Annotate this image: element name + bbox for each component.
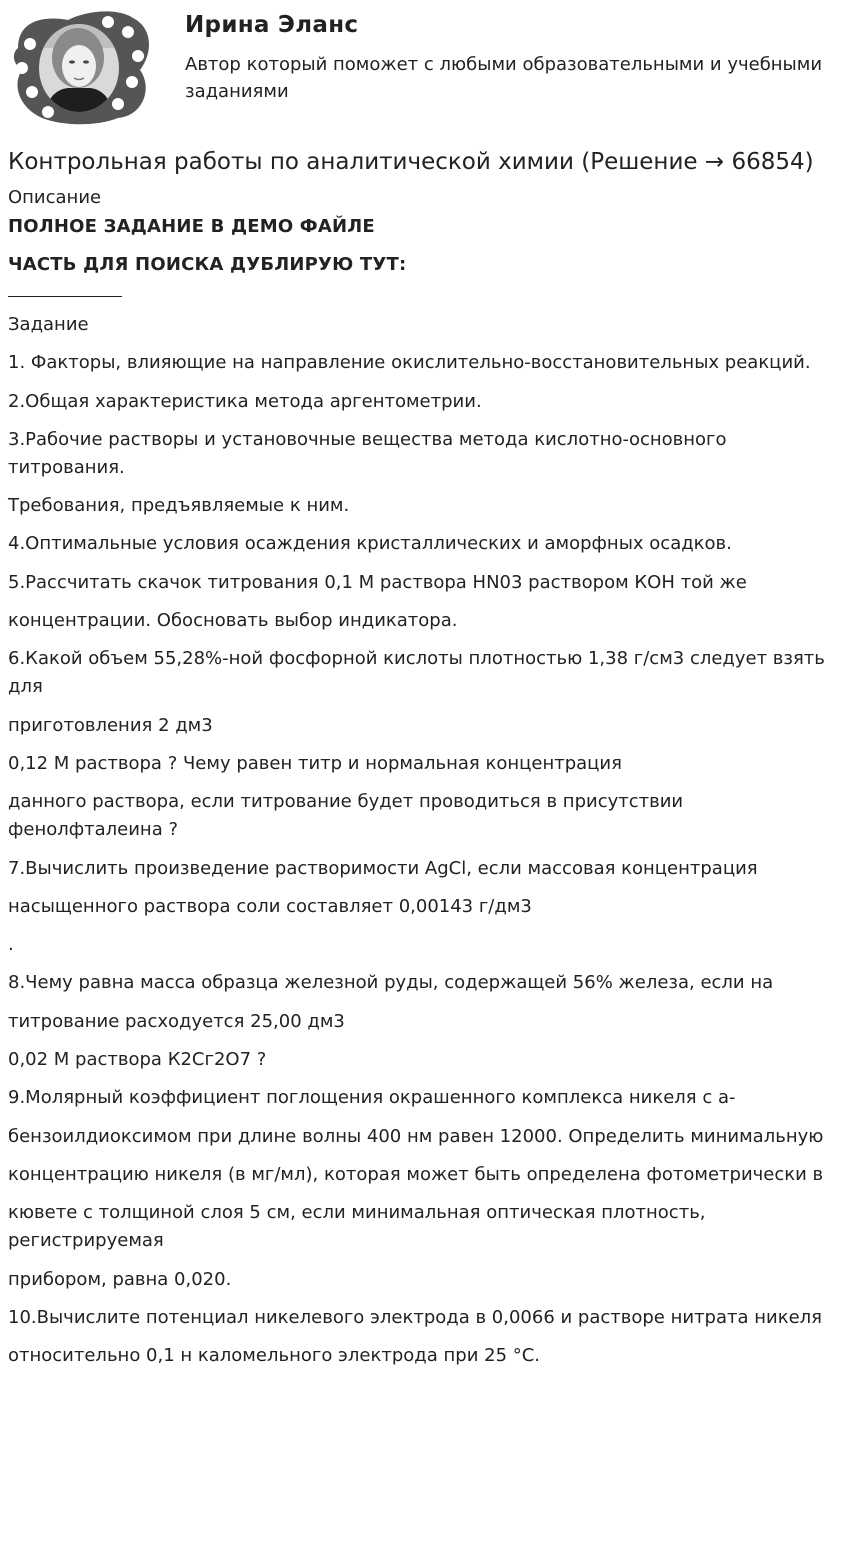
task-paragraph: относительно 0,1 н каломельного электрода при 25 °С. bbox=[8, 1345, 541, 1367]
demo-file-note: ПОЛНОЕ ЗАДАНИЕ В ДЕМО ФАЙЛЕ bbox=[8, 216, 375, 237]
task-paragraph: Требования, предъявляемые к ним. bbox=[8, 495, 350, 517]
task-paragraph: насыщенного раствора соли составляет 0,00143 г/дм3 bbox=[8, 895, 532, 917]
task-paragraph: 0,12 М раствора ? Чему равен титр и нормальная концентрация bbox=[8, 752, 622, 774]
task-text bbox=[8, 311, 838, 1370]
task-paragraph: 9.Молярный коэффициент поглощения окрашенного комплекса никеля с а- bbox=[8, 1087, 736, 1109]
task-paragraph: . bbox=[8, 934, 14, 956]
task-paragraph: 5.Рассчитать скачок титрования 0,1 М раствора HN03 раствором КОН той же bbox=[8, 571, 747, 593]
task-paragraph: 2.Общая характеристика метода аргентометрии. bbox=[8, 390, 482, 412]
task-paragraph: 10.Вычислите потенциал никелевого электрода в 0,0066 и растворе нитрата никеля bbox=[8, 1306, 822, 1328]
task-paragraph: данного раствора, если титрование будет проводиться в присутствии фенолфталеина ? bbox=[8, 791, 684, 841]
task-paragraph: кювете с толщиной слоя 5 см, если минимальная оптическая плотность, регистрируемая bbox=[8, 1202, 706, 1252]
divider bbox=[8, 296, 122, 297]
task-paragraph: 1. Факторы, влияющие на направление окислительно-восстановительных реакций. bbox=[8, 352, 811, 374]
task-paragraph: 7.Вычислить произведение растворимости AgCl, если массовая концентрация bbox=[8, 857, 758, 879]
task-paragraph: бензоилдиоксимом при длине волны 400 нм равен 12000. Определить минимальную bbox=[8, 1125, 824, 1147]
page-title: Контрольная работы по аналитической химии (Решение → 66854) bbox=[8, 149, 814, 175]
task-heading: Задание bbox=[8, 314, 89, 335]
task-paragraph: титрование расходуется 25,00 дм3 bbox=[8, 1010, 345, 1032]
author-avatar bbox=[8, 8, 150, 126]
author-card bbox=[0, 0, 847, 135]
task-paragraph: 8.Чему равна масса образца железной руды, содержащей 56% железа, если на bbox=[8, 972, 774, 994]
task-paragraph: концентрации. Обосновать выбор индикатора. bbox=[8, 610, 458, 632]
task-paragraph: 3.Рабочие растворы и установочные вещества метода кислотно-основного титрования. bbox=[8, 428, 727, 478]
task-paragraph: прибором, равна 0,020. bbox=[8, 1268, 232, 1290]
task-paragraph: 0,02 М раствора К2Сг2О7 ? bbox=[8, 1049, 267, 1071]
task-paragraph: 6.Какой объем 55,28%-ной фосфорной кислоты плотностью 1,38 г/см3 следует взять для bbox=[8, 648, 825, 698]
author-description: Автор который поможет с любыми образовательными и учебными заданиями bbox=[185, 54, 823, 102]
search-part-note: ЧАСТЬ ДЛЯ ПОИСКА ДУБЛИРУЮ ТУТ: bbox=[8, 254, 407, 275]
task-paragraph: 4.Оптимальные условия осаждения кристаллических и аморфных осадков. bbox=[8, 533, 732, 555]
task-paragraph: приготовления 2 дм3 bbox=[8, 714, 213, 736]
task-paragraph: концентрацию никеля (в мг/мл), которая может быть определена фотометрически в bbox=[8, 1163, 824, 1185]
description-label: Описание bbox=[8, 187, 102, 208]
author-name[interactable]: Ирина Эланс bbox=[185, 12, 359, 38]
main-content bbox=[8, 147, 838, 1380]
